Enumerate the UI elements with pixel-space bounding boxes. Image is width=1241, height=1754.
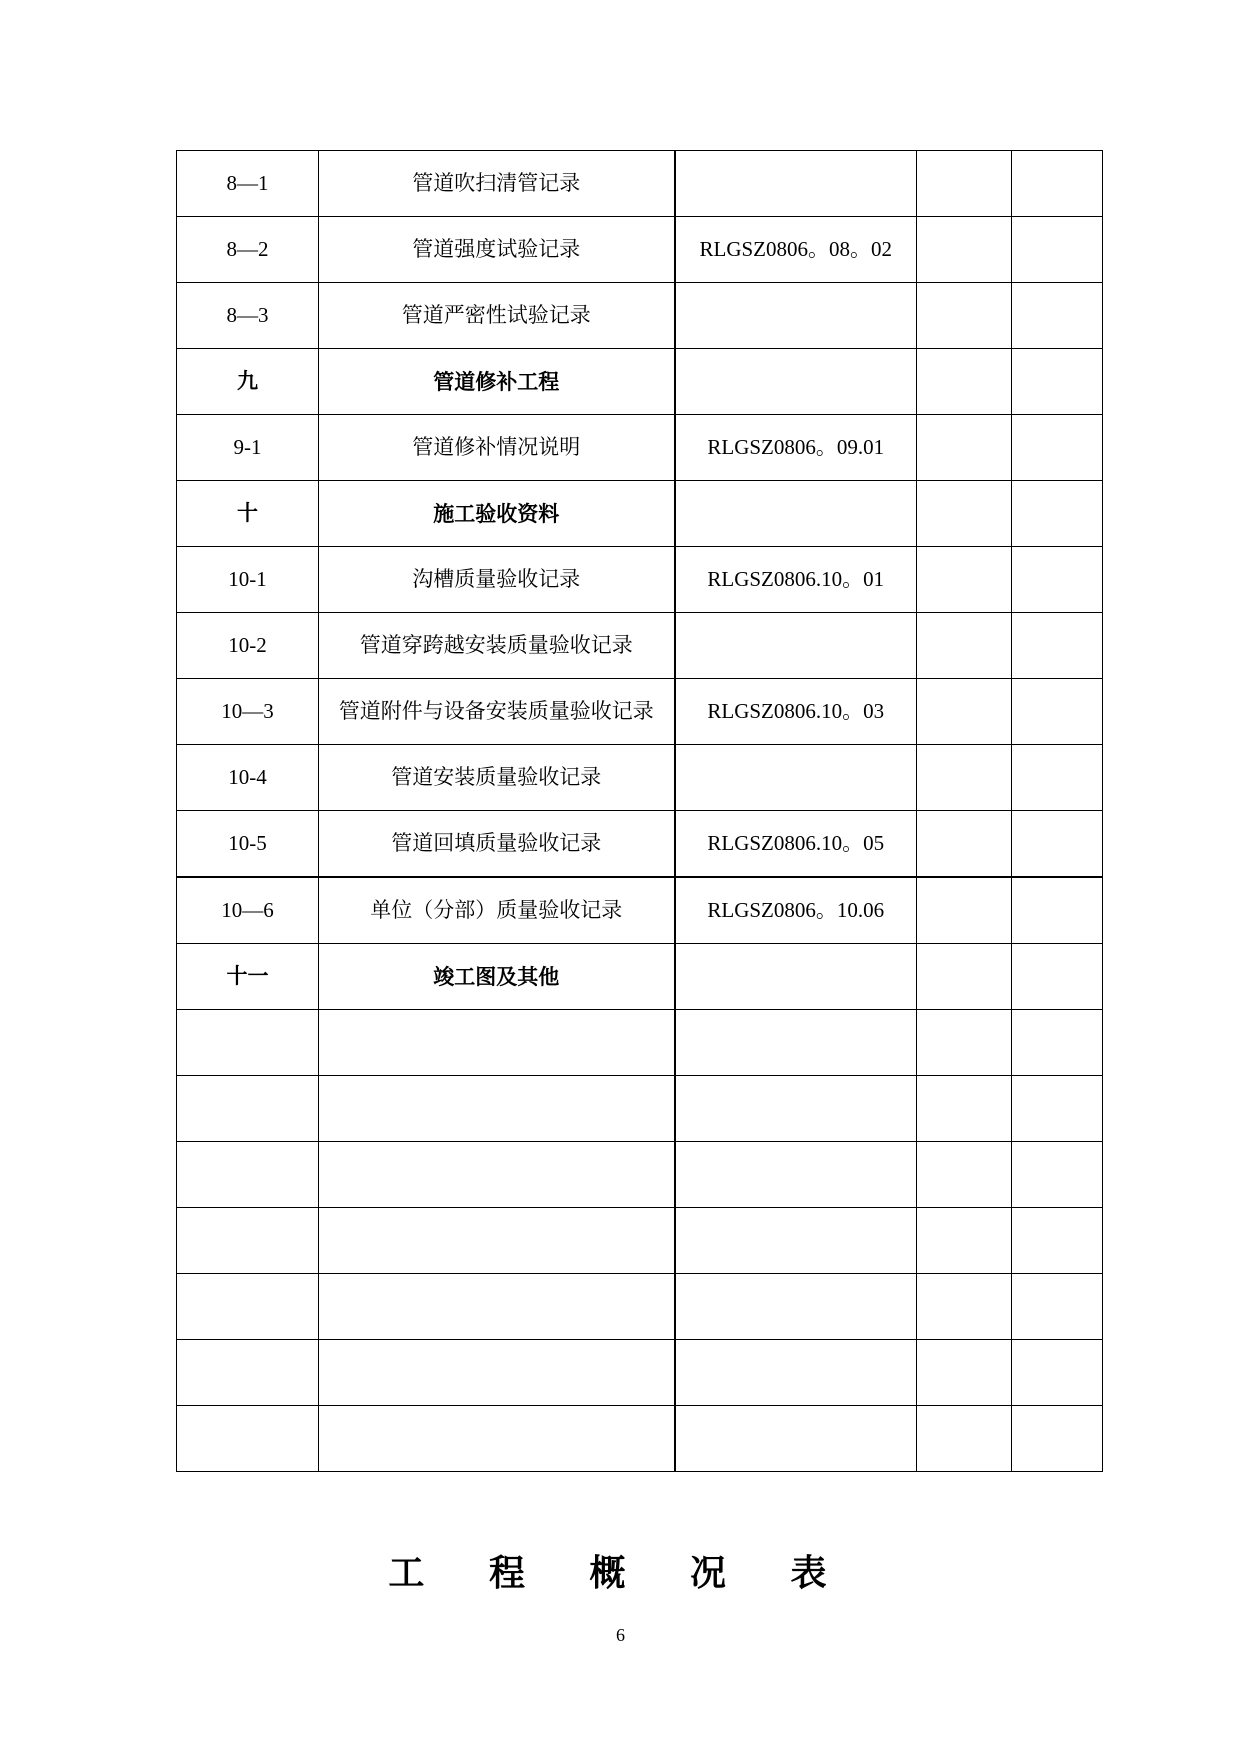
blank-cell <box>917 481 1012 547</box>
section-row <box>177 481 1103 547</box>
record-code-cell: RLGSZ0806.10。01 <box>675 547 917 613</box>
record-code-cell <box>675 151 917 217</box>
record-code-cell <box>675 1142 917 1208</box>
table-row <box>177 1406 1103 1472</box>
blank-cell <box>1012 944 1103 1010</box>
blank-cell <box>1012 613 1103 679</box>
blank-cell <box>917 415 1012 481</box>
table-body <box>177 151 1103 1472</box>
record-code-cell <box>675 745 917 811</box>
blank-cell <box>1012 877 1103 944</box>
blank-cell <box>1012 1340 1103 1406</box>
table-row <box>177 1142 1103 1208</box>
blank-cell <box>1012 1142 1103 1208</box>
record-code-cell <box>675 1340 917 1406</box>
blank-cell <box>917 745 1012 811</box>
section-row <box>177 349 1103 415</box>
section-row <box>177 944 1103 1010</box>
table-row <box>177 415 1103 481</box>
blank-cell <box>917 1274 1012 1340</box>
row-number-cell: 十 <box>177 481 319 547</box>
blank-cell <box>1012 349 1103 415</box>
row-number-cell <box>177 1142 319 1208</box>
record-name-cell <box>319 1208 675 1274</box>
blank-cell <box>1012 481 1103 547</box>
row-number-cell: 8—2 <box>177 217 319 283</box>
row-number-cell <box>177 1406 319 1472</box>
record-index-table <box>176 150 1103 1472</box>
record-name-cell <box>319 1010 675 1076</box>
row-number-cell: 九 <box>177 349 319 415</box>
record-name-cell: 管道修补情况说明 <box>319 415 675 481</box>
row-number-cell <box>177 1274 319 1340</box>
table-row <box>177 1010 1103 1076</box>
blank-cell <box>917 349 1012 415</box>
row-number-cell <box>177 1208 319 1274</box>
blank-cell <box>917 1076 1012 1142</box>
row-number-cell: 8—1 <box>177 151 319 217</box>
record-code-cell <box>675 613 917 679</box>
record-name-cell: 管道修补工程 <box>319 349 675 415</box>
row-number-cell: 10—6 <box>177 877 319 944</box>
table-row <box>177 811 1103 878</box>
blank-cell <box>1012 1274 1103 1340</box>
blank-cell <box>917 217 1012 283</box>
blank-cell <box>917 283 1012 349</box>
blank-cell <box>917 679 1012 745</box>
record-code-cell <box>675 944 917 1010</box>
row-number-cell: 9-1 <box>177 415 319 481</box>
record-name-cell: 管道穿跨越安装质量验收记录 <box>319 613 675 679</box>
record-code-cell <box>675 1076 917 1142</box>
record-code-cell: RLGSZ0806。08。02 <box>675 217 917 283</box>
blank-cell <box>1012 1010 1103 1076</box>
blank-cell <box>1012 1076 1103 1142</box>
row-number-cell <box>177 1076 319 1142</box>
table-row <box>177 283 1103 349</box>
record-name-cell <box>319 1142 675 1208</box>
record-name-cell: 管道吹扫清管记录 <box>319 151 675 217</box>
blank-cell <box>1012 283 1103 349</box>
record-name-cell: 管道安装质量验收记录 <box>319 745 675 811</box>
row-number-cell: 10-1 <box>177 547 319 613</box>
record-name-cell: 单位（分部）质量验收记录 <box>319 877 675 944</box>
table-row <box>177 745 1103 811</box>
record-code-cell <box>675 349 917 415</box>
row-number-cell: 10—3 <box>177 679 319 745</box>
row-number-cell <box>177 1010 319 1076</box>
record-name-cell <box>319 1406 675 1472</box>
table-row <box>177 1340 1103 1406</box>
blank-cell <box>917 1142 1012 1208</box>
blank-cell <box>917 1406 1012 1472</box>
record-name-cell: 管道严密性试验记录 <box>319 283 675 349</box>
table-row <box>177 217 1103 283</box>
record-name-cell: 沟槽质量验收记录 <box>319 547 675 613</box>
table-row <box>177 679 1103 745</box>
table-row <box>177 1274 1103 1340</box>
record-name-cell <box>319 1076 675 1142</box>
record-code-cell: RLGSZ0806.10。05 <box>675 811 917 878</box>
record-code-cell <box>675 1208 917 1274</box>
page-number: 6 <box>616 1625 625 1645</box>
record-code-cell <box>675 1010 917 1076</box>
record-name-cell <box>319 1274 675 1340</box>
record-code-cell <box>675 283 917 349</box>
blank-cell <box>1012 415 1103 481</box>
blank-cell <box>1012 1406 1103 1472</box>
record-name-cell <box>319 1340 675 1406</box>
blank-cell <box>917 613 1012 679</box>
blank-cell <box>1012 811 1103 878</box>
record-name-cell: 管道强度试验记录 <box>319 217 675 283</box>
table-row <box>177 877 1103 944</box>
row-number-cell: 十一 <box>177 944 319 1010</box>
record-code-cell: RLGSZ0806。10.06 <box>675 877 917 944</box>
blank-cell <box>1012 217 1103 283</box>
table-row <box>177 151 1103 217</box>
row-number-cell: 10-5 <box>177 811 319 878</box>
table-row <box>177 1208 1103 1274</box>
blank-cell <box>1012 1208 1103 1274</box>
record-name-cell: 竣工图及其他 <box>319 944 675 1010</box>
blank-cell <box>917 877 1012 944</box>
row-number-cell: 10-2 <box>177 613 319 679</box>
record-code-cell <box>675 1406 917 1472</box>
record-name-cell: 管道回填质量验收记录 <box>319 811 675 878</box>
blank-cell <box>1012 547 1103 613</box>
blank-cell <box>1012 151 1103 217</box>
blank-cell <box>1012 679 1103 745</box>
section-title: 工 程 概 况 表 <box>388 1552 853 1594</box>
blank-cell <box>917 547 1012 613</box>
row-number-cell: 8—3 <box>177 283 319 349</box>
blank-cell <box>917 1340 1012 1406</box>
record-code-cell: RLGSZ0806。09.01 <box>675 415 917 481</box>
row-number-cell <box>177 1340 319 1406</box>
record-name-cell: 施工验收资料 <box>319 481 675 547</box>
blank-cell <box>917 944 1012 1010</box>
blank-cell <box>917 151 1012 217</box>
row-number-cell: 10-4 <box>177 745 319 811</box>
record-code-cell <box>675 481 917 547</box>
blank-cell <box>1012 745 1103 811</box>
blank-cell <box>917 1010 1012 1076</box>
record-name-cell: 管道附件与设备安装质量验收记录 <box>319 679 675 745</box>
record-code-cell: RLGSZ0806.10。03 <box>675 679 917 745</box>
record-code-cell <box>675 1274 917 1340</box>
blank-cell <box>917 811 1012 878</box>
table-row <box>177 547 1103 613</box>
table-row <box>177 613 1103 679</box>
blank-cell <box>917 1208 1012 1274</box>
table-row <box>177 1076 1103 1142</box>
